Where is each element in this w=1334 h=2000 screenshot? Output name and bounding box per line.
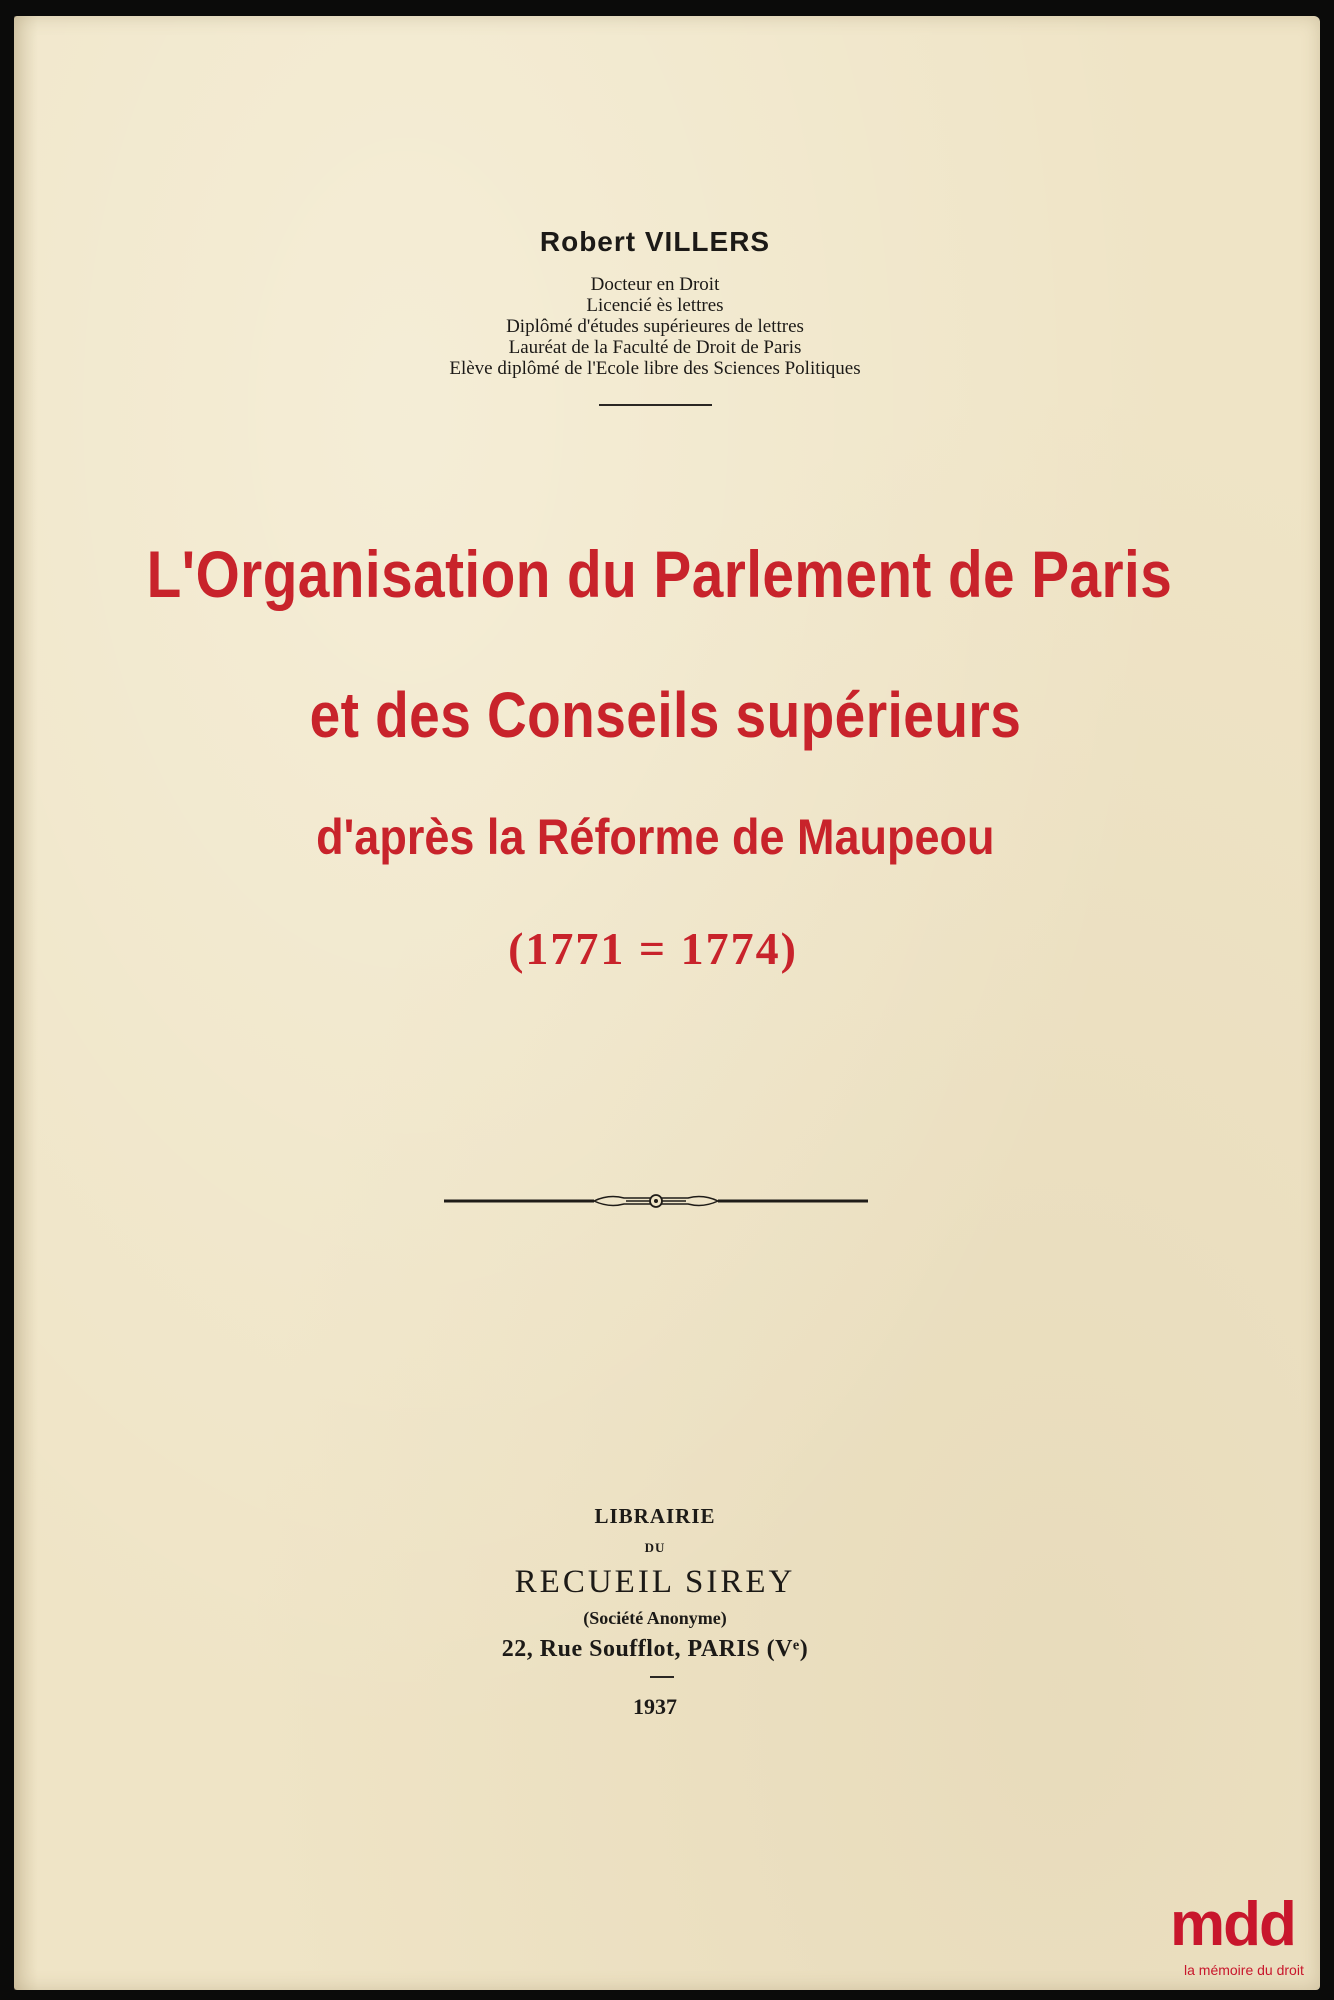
subtitle-line: d'après la Réforme de Maupeou	[316, 809, 995, 865]
watermark-mark: mdd	[1170, 1890, 1295, 1959]
author-name: Robert VILLERS	[539, 226, 771, 257]
author-divider	[599, 404, 712, 406]
title-line-2: et des Conseils supérieurs	[309, 679, 1022, 751]
publisher-du: DU	[644, 1540, 666, 1555]
ornamental-divider	[444, 1186, 868, 1216]
title-line-1: L'Organisation du Parlement de Paris	[146, 537, 1173, 611]
credential-line: Docteur en Droit	[590, 274, 720, 295]
publisher-divider	[650, 1676, 674, 1678]
credential-line: Elève diplômé de l'Ecole libre des Sciences Politiques	[449, 358, 861, 379]
watermark-logo	[1170, 1890, 1330, 1996]
author-credentials	[2, 274, 1308, 379]
credential-line: Diplômé d'études supérieures de lettres	[506, 316, 804, 337]
credential-line: Lauréat de la Faculté de Droit de Paris	[508, 337, 802, 358]
publication-year: 1937	[633, 1694, 677, 1719]
book-cover	[14, 16, 1320, 1990]
publisher-name: RECUEIL SIREY	[514, 1564, 796, 1600]
publisher-legal-form: (Société Anonyme)	[583, 1608, 727, 1628]
credential-line: Licencié ès lettres	[586, 295, 724, 316]
watermark-subtitle: la mémoire du droit	[1184, 1962, 1304, 1978]
publisher-label: LIBRAIRIE	[594, 1504, 716, 1528]
publisher-address: 22, Rue Soufflot, PARIS (Vᵉ)	[501, 1636, 809, 1662]
title-years: (1771 = 1774)	[508, 923, 798, 974]
